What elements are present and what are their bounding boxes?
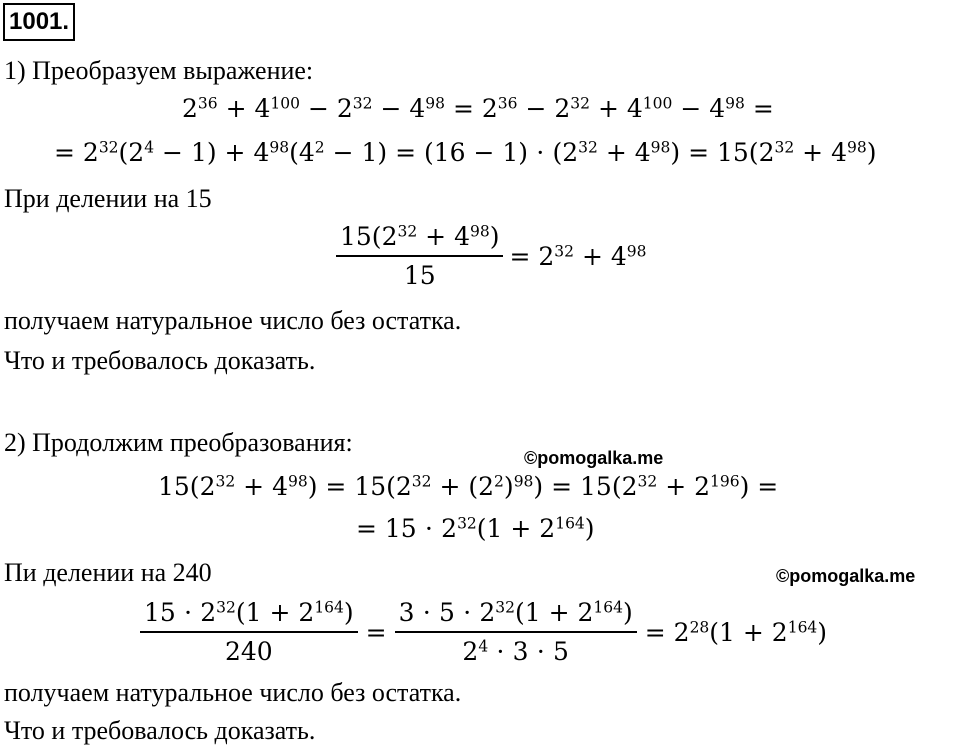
part2-conclusion: получаем натуральное число без остатка.	[4, 678, 462, 707]
part2-fraction-equation	[140, 598, 827, 666]
part2-qed: Что и требовалось доказать.	[4, 716, 316, 745]
problem-number: 1001.	[3, 3, 75, 41]
watermark-bottom: ©pomogalka.me	[776, 566, 916, 586]
part2-heading: 2) Продолжим преобразования:	[4, 428, 353, 457]
fraction-numerator: $15 \cdot 2^{32}(1 + 2^{164})$	[144, 598, 354, 627]
watermark-top: ©pomogalka.me	[524, 448, 664, 468]
fraction-denominator: 15	[403, 261, 436, 290]
fraction-numerator: $3 \cdot 5 \cdot 2^{32}(1 + 2^{164})$	[398, 598, 633, 627]
part1-heading: 1) Преобразуем выражение:	[4, 56, 314, 85]
part2-equation-line2: = $15 \cdot 2^{32}(1 + 2^{164})$	[356, 514, 595, 543]
fraction-result: = $2^{28}(1 + 2^{164})$	[644, 617, 828, 647]
part1-equation-line2: = $2^{32}(2^4 - 1) + 4^{98}(4^2 - 1) = (16 - 1) \cdot (2^{32} + 4^{98}) = 15(2^{32} + 4^{98})$	[54, 138, 877, 167]
fraction-denominator: 240	[224, 637, 273, 666]
fraction-denominator: $2^4 \cdot 3 \cdot 5$	[462, 637, 569, 666]
fraction-numerator: $15(2^{32} + 4^{98})$	[340, 222, 500, 251]
part2-equation-line1: $15(2^{32} + 4^{98}) = 15(2^{32} + (2^2)^{98}) = 15(2^{32} + 2^{196})$ =	[158, 472, 779, 501]
fraction-result: = $2^{32} + 4^{98}$	[509, 241, 647, 271]
part1-equation-line1: $2^{36} + 4^{100} - 2^{32} - 4^{98} = 2^{36} - 2^{32} + 4^{100} - 4^{98}$ =	[182, 94, 774, 123]
part2-division-label: Пи делении на 240	[4, 558, 212, 587]
part1-qed: Что и требовалось доказать.	[4, 346, 316, 375]
part2-fraction-1	[140, 598, 358, 666]
equals-sign: =	[365, 617, 387, 647]
part1-fraction-equation	[336, 222, 647, 290]
part2-fraction-2	[395, 598, 637, 666]
part1-fraction	[336, 222, 503, 290]
part1-conclusion: получаем натуральное число без остатка.	[4, 306, 462, 335]
part1-division-label: При делении на 15	[4, 184, 212, 213]
